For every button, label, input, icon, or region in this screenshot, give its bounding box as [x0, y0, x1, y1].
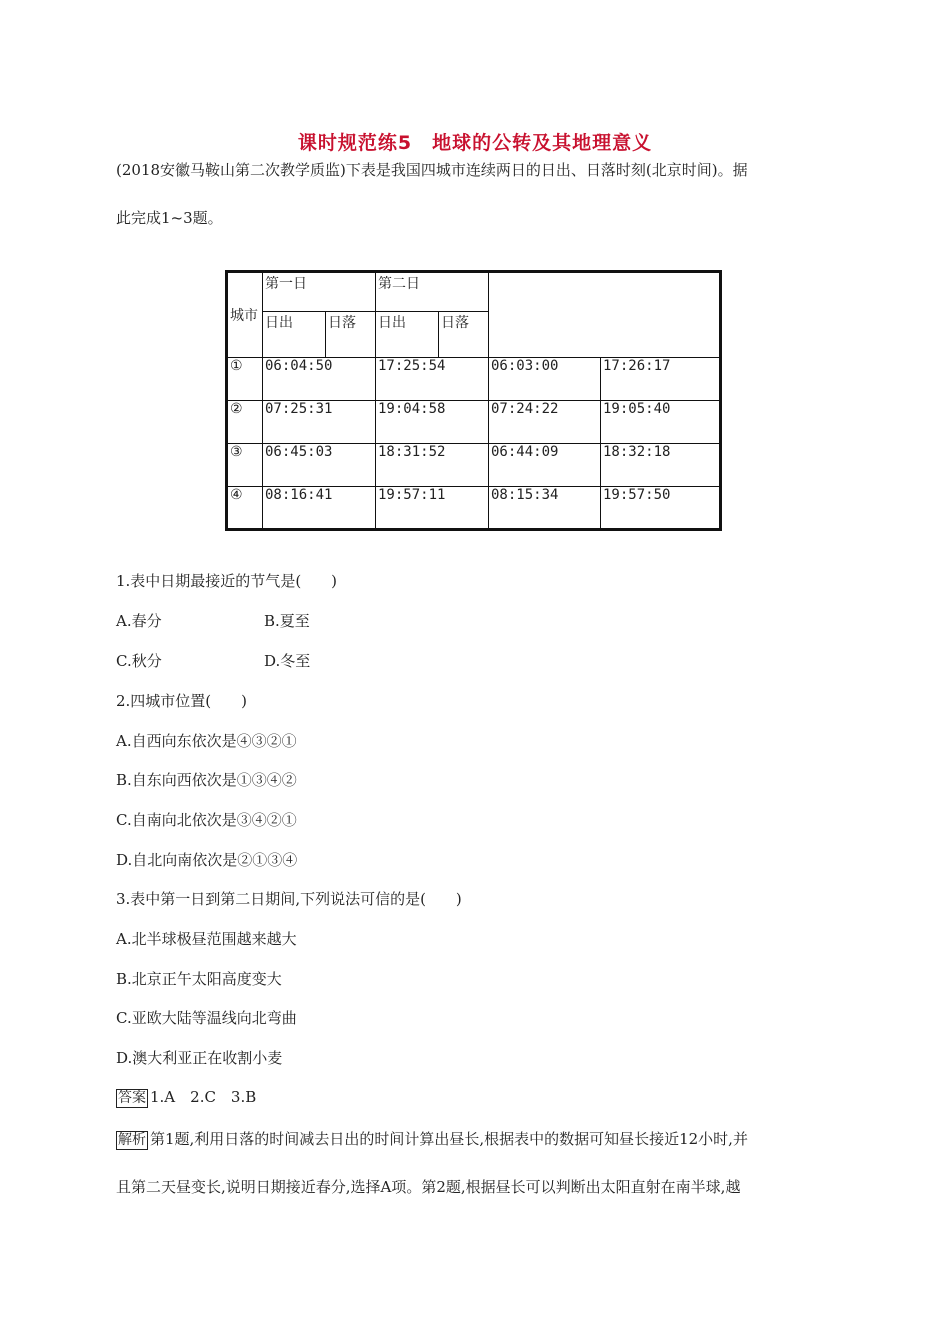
question-2-option-b: B.自东向西依次是①③④②: [116, 771, 297, 789]
day2-sunrise-header: 日出: [376, 312, 439, 358]
day2-sunset-cell: 18:32:18: [601, 444, 721, 487]
day1-sunrise-cell: 08:16:41: [263, 487, 376, 530]
day1-sunset-cell: 19:57:11: [376, 487, 489, 530]
analysis-label: 解析: [118, 1132, 146, 1148]
analysis-text-1: 第1题,利用日落的时间减去日出的时间计算出昼长,根据表中的数据可知昼长接近12小时,并: [150, 1130, 748, 1148]
question-2-option-d: D.自北向南依次是②①③④: [116, 851, 298, 869]
day1-sunset-cell: 19:04:58: [376, 401, 489, 444]
city-cell: ④: [227, 487, 263, 530]
question-1-stem: 1.表中日期最接近的节气是( ): [116, 572, 338, 590]
day2-sunrise-cell: 06:03:00: [489, 358, 601, 401]
day1-header: 第一日: [263, 272, 376, 312]
table-row: [227, 444, 721, 487]
day1-sunrise-cell: 07:25:31: [263, 401, 376, 444]
question-3-stem: 3.表中第一日到第二日期间,下列说法可信的是( ): [116, 890, 462, 908]
day1-sunset-cell: 17:25:54: [376, 358, 489, 401]
day2-sunset-cell: 17:26:17: [601, 358, 721, 401]
city-cell: ①: [227, 358, 263, 401]
day2-sunset-cell: 19:05:40: [601, 401, 721, 444]
empty-header-cell: [489, 272, 721, 358]
table-row: [227, 401, 721, 444]
question-1-option-d: D.冬至: [264, 652, 311, 670]
day2-sunset-header: 日落: [439, 312, 489, 358]
day1-sunrise-header: 日出: [263, 312, 326, 358]
answer-line: [116, 1086, 256, 1108]
question-2-stem: 2.四城市位置( ): [116, 692, 248, 710]
city-header: 城市: [227, 272, 263, 358]
question-2-option-a: A.自西向东依次是④③②①: [116, 732, 297, 750]
table-row: [227, 358, 721, 401]
question-3-option-d: D.澳大利亚正在收割小麦: [116, 1049, 283, 1067]
sunrise-sunset-table: [225, 270, 722, 531]
question-1-option-c: C.秋分: [116, 652, 162, 670]
question-3-option-c: C.亚欧大陆等温线向北弯曲: [116, 1009, 297, 1027]
answer-label: 答案: [118, 1090, 146, 1106]
answer-text: 1.A 2.C 3.B: [150, 1088, 257, 1106]
day1-sunset-cell: 18:31:52: [376, 444, 489, 487]
day1-sunrise-cell: 06:04:50: [263, 358, 376, 401]
question-2-option-c: C.自南向北依次是③④②①: [116, 811, 297, 829]
table-header-row-1: [227, 272, 721, 312]
intro-line-2: 此完成1~3题。: [116, 209, 223, 227]
analysis-line-1: [116, 1128, 748, 1150]
day2-sunrise-cell: 07:24:22: [489, 401, 601, 444]
day2-header: 第二日: [376, 272, 489, 312]
day2-sunset-cell: 19:57:50: [601, 487, 721, 530]
day1-sunrise-cell: 06:45:03: [263, 444, 376, 487]
city-cell: ②: [227, 401, 263, 444]
intro-line-1: (2018安徽马鞍山第二次教学质监)下表是我国四城市连续两日的日出、日落时刻(北京时间)。据: [116, 161, 748, 179]
question-3-option-b: B.北京正午太阳高度变大: [116, 970, 282, 988]
question-1-option-a: A.春分: [116, 612, 162, 630]
page-title: 课时规范练5 地球的公转及其地理意义: [297, 132, 653, 154]
city-cell: ③: [227, 444, 263, 487]
day1-sunset-header: 日落: [326, 312, 376, 358]
question-3-option-a: A.北半球极昼范围越来越大: [116, 930, 297, 948]
table-row: [227, 487, 721, 530]
analysis-line-2: 且第二天昼变长,说明日期接近春分,选择A项。第2题,根据昼长可以判断出太阳直射在南半球,越: [116, 1178, 741, 1196]
day2-sunrise-cell: 06:44:09: [489, 444, 601, 487]
day2-sunrise-cell: 08:15:34: [489, 487, 601, 530]
question-1-option-b: B.夏至: [264, 612, 310, 630]
